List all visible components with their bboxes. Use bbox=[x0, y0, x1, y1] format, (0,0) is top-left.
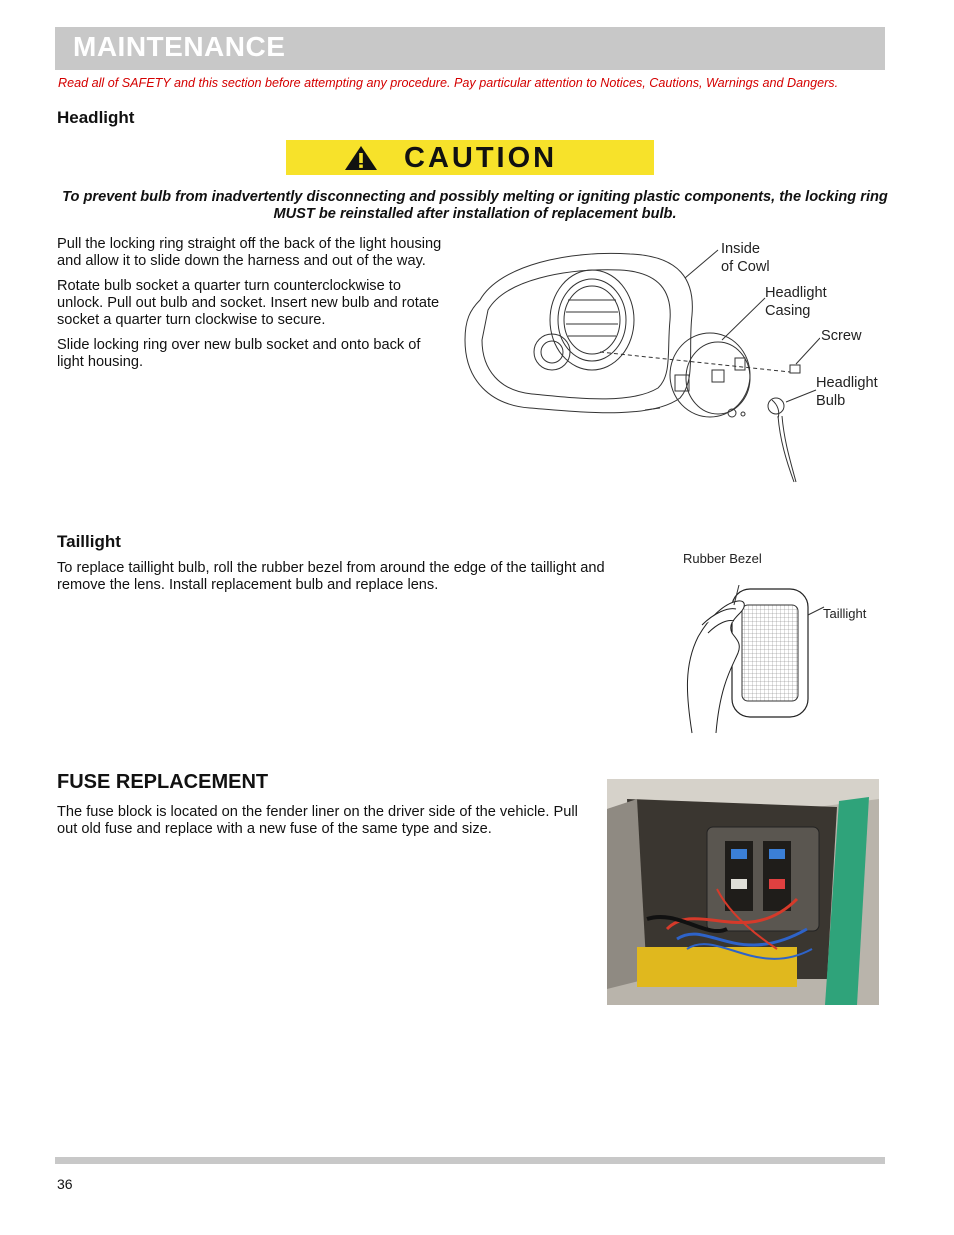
label-headlight-bulb: Headlight Bulb bbox=[816, 375, 878, 409]
headlight-instructions bbox=[57, 236, 449, 371]
fuse-heading: FUSE REPLACEMENT bbox=[57, 771, 269, 793]
taillight-heading: Taillight bbox=[57, 532, 121, 551]
footer-bar bbox=[55, 1157, 885, 1164]
page-number: 36 bbox=[57, 1176, 73, 1192]
caution-banner bbox=[286, 140, 654, 175]
headlight-step-2: Rotate bulb socket a quarter turn counterclockwise to unlock. Pull out bulb and socket. Insert new bulb and rotate socket a quarter turn clockwise to secure. bbox=[57, 278, 440, 328]
warning-triangle-icon bbox=[344, 145, 378, 171]
label-screw: Screw bbox=[821, 328, 862, 344]
safety-notice: Read all of SAFETY and this section before attempting any procedure. Pay particular attention to Notices, Cautions, Warnings and Dangers. bbox=[58, 76, 839, 90]
page-title: MAINTENANCE bbox=[73, 31, 286, 62]
taillight-diagram bbox=[680, 585, 825, 735]
header-bar bbox=[55, 27, 885, 70]
label-inside-cowl: Inside of Cowl bbox=[721, 241, 770, 275]
fuse-instructions: The fuse block is located on the fender liner on the driver side of the vehicle. Pull out old fuse and replace with a new fuse of the same type and size. bbox=[57, 804, 578, 837]
label-taillight: Taillight bbox=[823, 606, 867, 621]
headlight-step-3: Slide locking ring over new bulb socket and onto back of light housing. bbox=[57, 337, 421, 370]
fuse-block-photo bbox=[607, 779, 879, 1005]
headlight-step-1: Pull the locking ring straight off the back of the light housing and allow it to slide down the harness and out of the way. bbox=[57, 236, 442, 269]
headlight-diagram bbox=[460, 240, 820, 485]
caution-label: CAUTION bbox=[404, 142, 558, 174]
label-rubber-bezel: Rubber Bezel bbox=[683, 551, 762, 566]
taillight-instructions: To replace taillight bulb, roll the rubber bezel from around the edge of the taillight and remove the lens. Install replacement bulb and replace lens. bbox=[57, 560, 605, 593]
headlight-heading: Headlight bbox=[57, 108, 135, 127]
caution-message: To prevent bulb from inadvertently disconnecting and possibly melting or igniting plastic components, the locking ring MUST be reinstalled after installation of replacement bulb. bbox=[62, 189, 888, 222]
label-headlight-casing: Headlight Casing bbox=[765, 285, 827, 319]
